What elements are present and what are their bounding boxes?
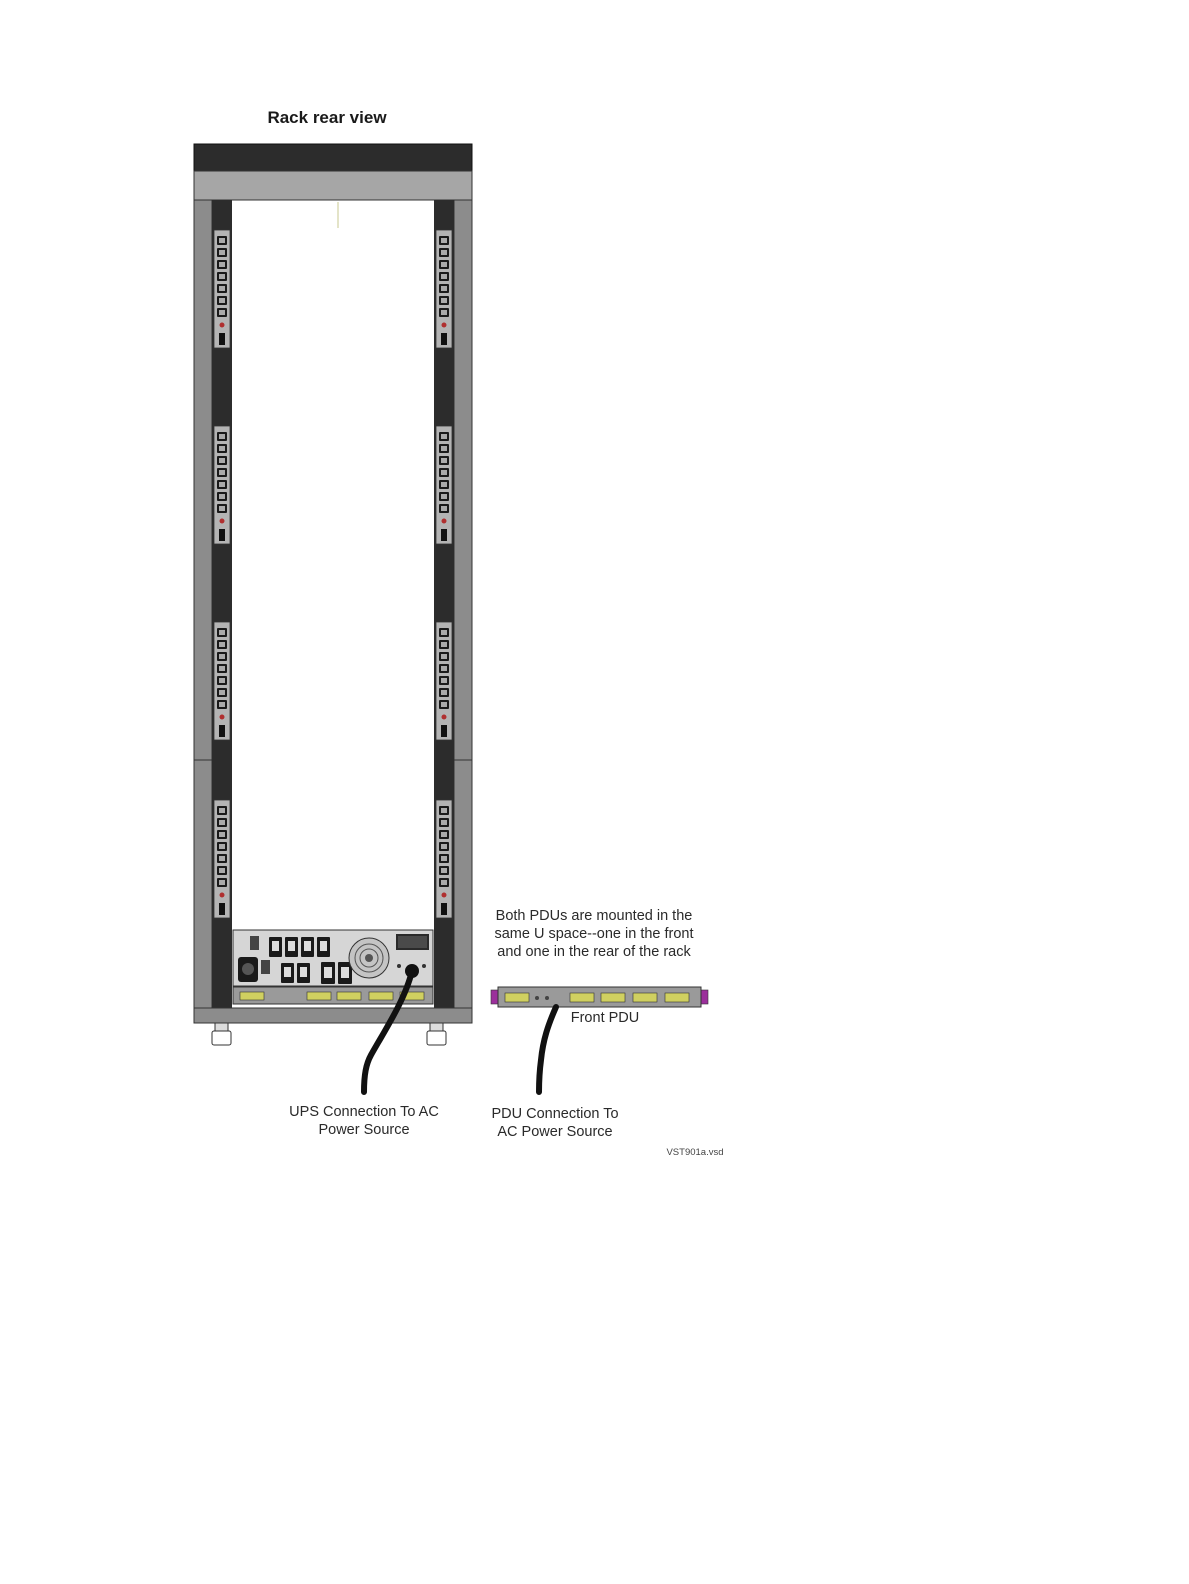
ups-unit: [233, 930, 433, 986]
vertical-pdu-left-4: [214, 800, 230, 918]
ups-connection-line-2: Power Source: [318, 1122, 410, 1138]
pdu-connection-line-1: PDU Connection To: [491, 1106, 619, 1122]
mount-note-line-3: and one in the rear of the rack: [497, 944, 691, 960]
caster-right: [427, 1023, 446, 1045]
mount-note-line-2: same U space--one in the front: [494, 926, 694, 942]
rack-top-panel: [194, 171, 472, 200]
ups-connection-line-1: UPS Connection To AC: [289, 1104, 439, 1120]
front-pdu-label: Front PDU: [570, 1010, 640, 1026]
front-pdu: [491, 987, 708, 1007]
pdu-power-cable: [539, 1007, 556, 1092]
diagram-title: Rack rear view: [267, 108, 387, 127]
vertical-pdu-right-2: [436, 426, 452, 544]
pdu-connection-line-2: AC Power Source: [497, 1124, 613, 1140]
mount-note: [470, 907, 718, 961]
vertical-pdu-right-1: [436, 230, 452, 348]
rack-bottom-base: [194, 1008, 472, 1023]
rack-top-cap: [194, 144, 472, 171]
caster-left: [212, 1023, 231, 1045]
vertical-pdu-left-2: [214, 426, 230, 544]
vertical-pdu-left-3: [214, 622, 230, 740]
vertical-pdu-right-3: [436, 622, 452, 740]
file-name-label: VST901a.vsd: [666, 1147, 724, 1158]
rack-frame-right: [454, 200, 472, 1008]
pdu-connection-label: [470, 1105, 640, 1141]
vertical-pdu-right-4: [436, 800, 452, 918]
mount-note-line-1: Both PDUs are mounted in the: [495, 908, 693, 924]
rack-frame-left: [194, 200, 212, 1008]
vertical-pdu-left-1: [214, 230, 230, 348]
ups-connection-label: [266, 1103, 462, 1139]
